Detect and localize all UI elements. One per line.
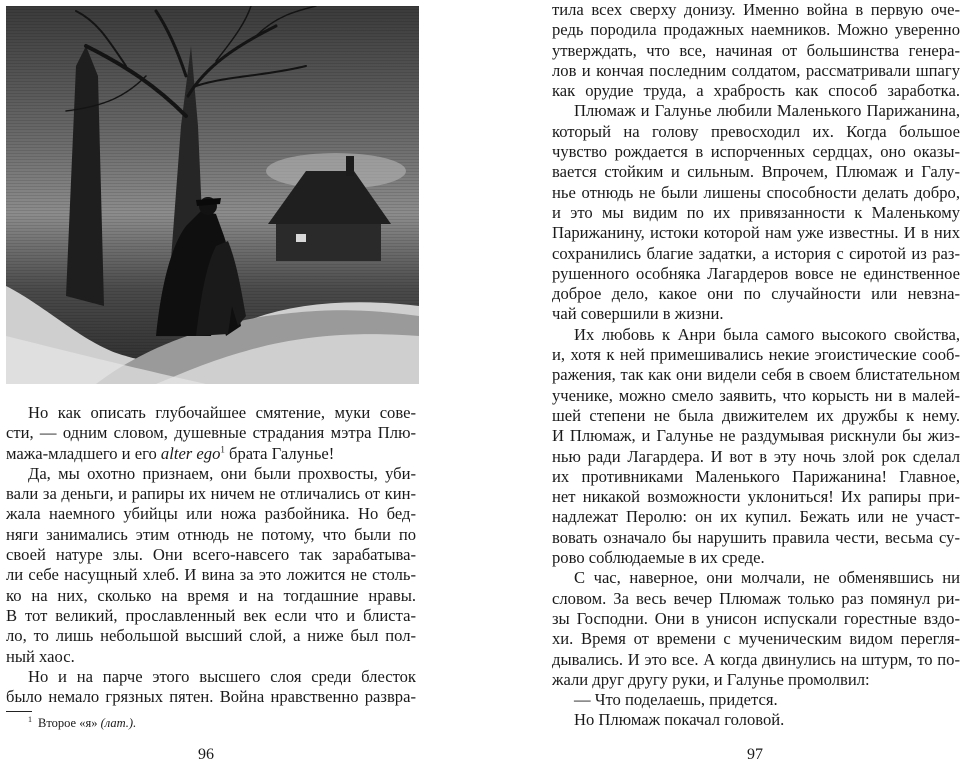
- text-line-suffix: брата Галунье!: [224, 443, 335, 463]
- text-line: ли себе насущный хлеб. И вина за это ложится не столь-: [6, 565, 416, 585]
- text-line: доброе дело, какое они по случайности или невзна-: [552, 284, 960, 304]
- text-line: шей степени не была движителем их дружбы к нему.: [552, 405, 960, 425]
- footnote-divider: [6, 711, 32, 712]
- text-line: своей натуре злы. Они всего-навсего так зарабатыва-: [6, 545, 416, 565]
- text-line: тила всех сверху донизу. Именно война в первую оче-: [552, 0, 960, 19]
- text-line: как орудие труда, а храбрость как способ заработка.: [552, 81, 960, 101]
- text-line: их противниками Маленького Парижанина! Главное,: [552, 466, 960, 486]
- text-line: было немало грязных пятен. Война нравственно развра-: [6, 687, 416, 707]
- text-line: — Что поделаешь, придется.: [574, 690, 778, 710]
- text-line: дывались. И это все. А когда двинулись на штурм, то по-: [552, 649, 960, 669]
- text-line: нью ради Лагардера. И вот в эту ночь злой рок сделал: [552, 446, 960, 466]
- text-line: ло, то лишь небольшой высший слой, а ниже был пол-: [6, 626, 416, 646]
- text-line: и это мы видим по их привязанности к Маленькому: [552, 202, 960, 222]
- text-line-with-footnote: [6, 444, 416, 464]
- page-number-left: 96: [198, 746, 214, 763]
- engraving-illustration: [6, 6, 419, 384]
- right-page-text: [552, 0, 960, 731]
- text-line: хи. Время от времени с мученическим видом перегля-: [552, 629, 960, 649]
- text-line: жала наемного убийцы или ножа разбойника. Но бед-: [6, 504, 416, 524]
- text-line: редь породила продажных наемников. Можно уверенно: [552, 20, 960, 40]
- text-line: Плюмаж и Галунье любили Маленького Парижанина,: [574, 101, 960, 121]
- text-line: И Плюмаж, и Галунье не раздумывая рискнули бы жиз-: [552, 426, 960, 446]
- text-line: надлежат Перолю: он их купил. Бежать или не участ-: [552, 507, 960, 527]
- italic-alter-ego: alter ego: [160, 443, 221, 463]
- text-line: Но Плюмаж покачал головой.: [574, 710, 785, 730]
- text-line: жали друг другу руки, и Галунье промолвил:: [552, 669, 870, 689]
- text-line: Но как описать глубочайшее смятение, муки сове-: [28, 403, 416, 422]
- right-page: [488, 0, 976, 768]
- text-line: Да, мы охотно признаем, они были прохвосты, уби-: [28, 463, 416, 483]
- footnote-reference[interactable]: 1: [220, 444, 225, 455]
- footnote-text: Второе «я»: [38, 716, 98, 730]
- text-line: нье отнюдь не были лишены способности делать добро,: [552, 182, 960, 202]
- text-line: утверждать, что все, начиная от большинства генера-: [552, 40, 960, 60]
- text-line: вовать означало бы нарушить правила чести, весьма су-: [552, 527, 960, 547]
- text-line: ный хаос.: [6, 646, 75, 666]
- text-line: чай совершили в жизни.: [552, 304, 724, 324]
- text-line: рово соблюдаемые в их среде.: [552, 548, 765, 568]
- text-line: вается стойким и сильным. Впрочем, Плюмаж и Галу-: [552, 162, 960, 182]
- left-page-text: [6, 403, 416, 707]
- text-line: рушенного особняка Лагардеров вовсе не единственное: [552, 263, 960, 283]
- text-line: лов и кончая последним солдатом, рассматривали шпагу: [552, 60, 960, 80]
- page-number-right: 97: [747, 746, 763, 763]
- text-line: который на голову превосходил их. Когда большое: [552, 121, 960, 141]
- text-line: ко на них, сколько на время и на тогдашние нравы.: [6, 585, 416, 605]
- text-line: ражения, так как они видели себя в своем блистательном: [552, 365, 960, 385]
- text-line: сти, — одним словом, душевные страдания мэтра Плю-: [6, 423, 416, 443]
- text-line: Но и на парче этого высшего слоя среди блесток: [28, 666, 416, 686]
- text-line: ученике, можно смело заявить, что корысть ни в малей-: [552, 385, 960, 405]
- text-line: нет никакой возможности уклониться! Их рапиры при-: [552, 487, 960, 507]
- footnote-marker: 1: [28, 714, 32, 724]
- text-line: и, хотя к ней примешивались некие эгоистические сооб-: [552, 345, 960, 365]
- footnote-note: (лат.).: [100, 716, 137, 730]
- footnote: [28, 715, 136, 731]
- text-line: словом. За весь вечер Плюмаж только раз помянул ри-: [552, 588, 960, 608]
- text-line: С час, наверное, они молчали, не обменявшись ни: [574, 568, 960, 588]
- text-line: вали за деньги, и рапиры их ничем не отличались от кин-: [6, 484, 416, 504]
- text-line: Их любовь к Анри была самого высокого свойства,: [574, 324, 960, 344]
- text-line-prefix: мажа-младшего и его: [6, 443, 161, 463]
- text-line: В тот великий, прославленный век если что и блиста-: [6, 605, 416, 625]
- text-line: сохранились благие задатки, а история с сиротой из раз-: [552, 243, 960, 263]
- text-line: няги занимались этим отнюдь не потому, что были по: [6, 524, 416, 544]
- text-line: Парижанину, истоки которой нам уже известны. И в них: [552, 223, 960, 243]
- text-line: зы Господни. Они в унисон испускали горестные вздо-: [552, 608, 960, 628]
- text-line: чувство рождается в испорченных сердцах, оно оказы-: [552, 142, 960, 162]
